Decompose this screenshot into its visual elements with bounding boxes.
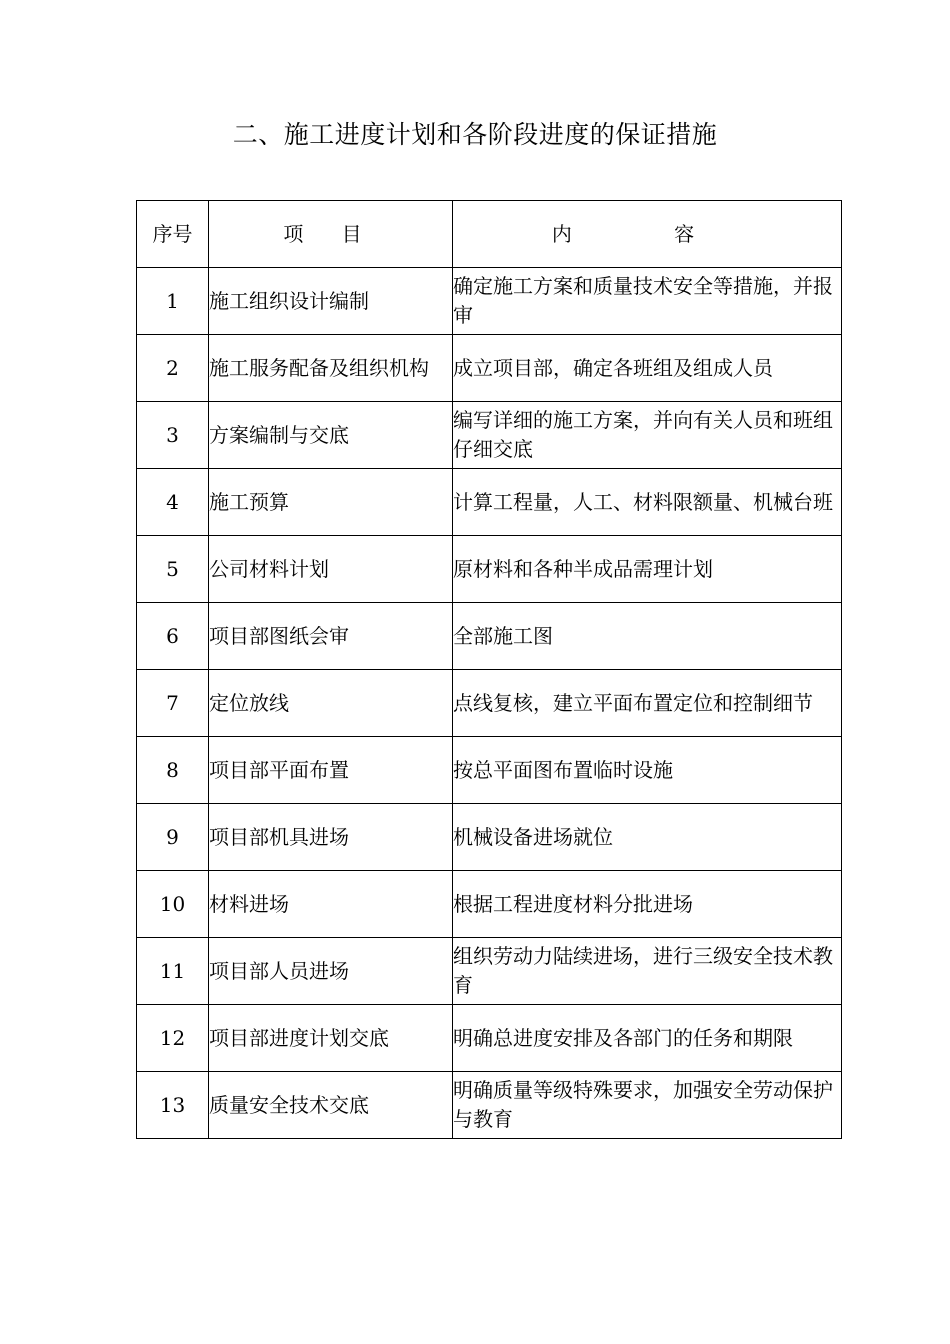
header-item xyxy=(209,201,453,268)
row-no: 9 xyxy=(137,804,209,871)
row-content: 组织劳动力陆续进场，进行三级安全技术教育 xyxy=(453,938,842,1005)
table-row xyxy=(137,871,842,938)
table-row xyxy=(137,670,842,737)
row-no: 3 xyxy=(137,402,209,469)
row-no: 2 xyxy=(137,335,209,402)
row-no: 13 xyxy=(137,1072,209,1139)
row-item: 项目部机具进场 xyxy=(209,804,453,871)
row-content: 点线复核，建立平面布置定位和控制细节 xyxy=(453,670,842,737)
row-item: 项目部进度计划交底 xyxy=(209,1005,453,1072)
row-content: 全部施工图 xyxy=(453,603,842,670)
row-no: 5 xyxy=(137,536,209,603)
table-row xyxy=(137,737,842,804)
row-content: 编写详细的施工方案，并向有关人员和班组仔细交底 xyxy=(453,402,842,469)
table-row xyxy=(137,603,842,670)
table-header-row xyxy=(137,201,842,268)
table-row xyxy=(137,536,842,603)
row-no: 1 xyxy=(137,268,209,335)
table-row xyxy=(137,1072,842,1139)
header-item-label: 项 目 xyxy=(283,221,378,246)
header-content-label: 内 容 xyxy=(551,221,743,246)
row-content: 明确质量等级特殊要求，加强安全劳动保护与教育 xyxy=(453,1072,842,1139)
row-no: 4 xyxy=(137,469,209,536)
row-item: 项目部人员进场 xyxy=(209,938,453,1005)
row-no: 10 xyxy=(137,871,209,938)
row-no: 12 xyxy=(137,1005,209,1072)
table-row xyxy=(137,268,842,335)
row-item: 定位放线 xyxy=(209,670,453,737)
row-content: 机械设备进场就位 xyxy=(453,804,842,871)
row-item: 质量安全技术交底 xyxy=(209,1072,453,1139)
header-no: 序号 xyxy=(137,201,209,268)
row-item: 公司材料计划 xyxy=(209,536,453,603)
schedule-table xyxy=(136,200,842,1139)
table-row xyxy=(137,335,842,402)
table-row xyxy=(137,804,842,871)
table-row xyxy=(137,1005,842,1072)
table-row xyxy=(137,469,842,536)
row-item: 施工组织设计编制 xyxy=(209,268,453,335)
row-item: 项目部图纸会审 xyxy=(209,603,453,670)
row-item: 施工服务配备及组织机构 xyxy=(209,335,453,402)
row-content: 确定施工方案和质量技术安全等措施，并报审 xyxy=(453,268,842,335)
row-item: 施工预算 xyxy=(209,469,453,536)
row-item: 项目部平面布置 xyxy=(209,737,453,804)
row-content: 根据工程进度材料分批进场 xyxy=(453,871,842,938)
row-no: 8 xyxy=(137,737,209,804)
row-no: 7 xyxy=(137,670,209,737)
row-no: 6 xyxy=(137,603,209,670)
row-item: 方案编制与交底 xyxy=(209,402,453,469)
row-content: 明确总进度安排及各部门的任务和期限 xyxy=(453,1005,842,1072)
row-content: 按总平面图布置临时设施 xyxy=(453,737,842,804)
row-no: 11 xyxy=(137,938,209,1005)
page-title: 二、施工进度计划和各阶段进度的保证措施 xyxy=(232,120,718,149)
table-row xyxy=(137,402,842,469)
table-row xyxy=(137,938,842,1005)
row-content: 成立项目部，确定各班组及组成人员 xyxy=(453,335,842,402)
row-content: 计算工程量，人工、材料限额量、机械台班 xyxy=(453,469,842,536)
row-content: 原材料和各种半成品需理计划 xyxy=(453,536,842,603)
header-content xyxy=(453,201,842,268)
row-item: 材料进场 xyxy=(209,871,453,938)
